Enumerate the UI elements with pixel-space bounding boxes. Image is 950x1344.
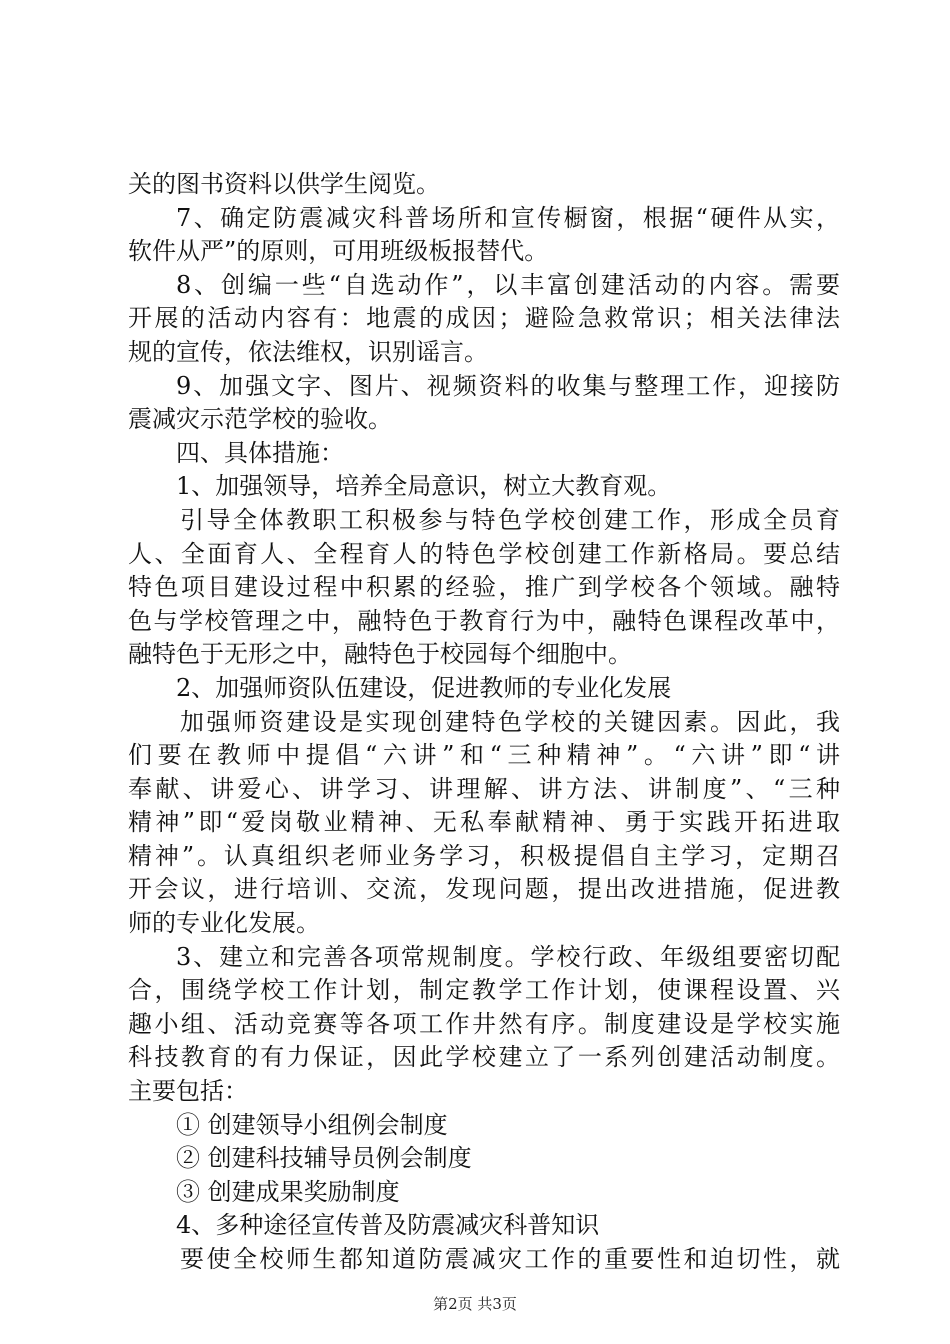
- text-line: 精神”。认真组织老师业务学习，积极提倡自主学习，定期召: [128, 841, 840, 870]
- text-line: 趣小组、活动竞赛等各项工作井然有序。制度建设是学校实施: [128, 1009, 840, 1038]
- text-line: 合，围绕学校工作计划，制定教学工作计划，使课程设置、兴: [128, 976, 840, 1005]
- text-line: 8、创编一些“自选动作”，以丰富创建活动的内容。需要: [176, 270, 840, 299]
- text-line: 3、建立和完善各项常规制度。学校行政、年级组要密切配: [176, 942, 840, 971]
- text-line: 人、全面育人、全程育人的特色学校创建工作新格局。要总结: [128, 539, 840, 568]
- text-line: 特色项目建设过程中积累的经验，推广到学校各个领域。融特: [128, 573, 840, 602]
- text-line: 9、加强文字、图片、视频资料的收集与整理工作，迎接防: [176, 371, 840, 400]
- text-line: 开展的活动内容有：地震的成因；避险急救常识；相关法律法: [128, 304, 840, 333]
- page-number-footer: 第2页 共3页: [433, 1295, 517, 1313]
- text-line: 开会议，进行培训、交流，发现问题，提出改进措施，促进教: [128, 875, 840, 904]
- text-line: 主要包括：: [128, 1077, 248, 1106]
- text-line: 4、多种途径宣传普及防震减灾科普知识: [176, 1211, 600, 1240]
- text-line: 师的专业化发展。: [128, 909, 320, 938]
- text-line: 1、加强领导，培养全局意识，树立大教育观。: [176, 472, 672, 501]
- text-line: 关的图书资料以供学生阅览。: [128, 170, 440, 198]
- text-line: 规的宣传，依法维权，识别谣言。: [128, 337, 488, 366]
- text-line: 引导全体教职工积极参与特色学校创建工作，形成全员育: [180, 505, 840, 534]
- text-line: 精神”即“爱岗敬业精神、无私奉献精神、勇于实践开拓进取: [128, 808, 840, 837]
- text-line: 加强师资建设是实现创建特色学校的关键因素。因此，我: [180, 707, 840, 736]
- list-item: ① 创建领导小组例会制度: [176, 1110, 448, 1139]
- text-line: 要使全校师生都知道防震减灾工作的重要性和迫切性，就: [180, 1245, 840, 1273]
- list-item: ③ 创建成果奖励制度: [176, 1177, 400, 1206]
- text-line: 们要在教师中提倡“六讲”和“三种精神”。“六讲”即“讲: [128, 741, 840, 770]
- list-item: ② 创建科技辅导员例会制度: [176, 1144, 472, 1173]
- section-heading: 四、具体措施：: [176, 438, 344, 467]
- document-body: [128, 168, 840, 1277]
- text-line: 色与学校管理之中，融特色于教育行为中，融特色课程改革中，: [128, 606, 840, 635]
- text-line: 科技教育的有力保证，因此学校建立了一系列创建活动制度。: [128, 1043, 840, 1072]
- text-line: 融特色于无形之中，融特色于校园每个细胞中。: [128, 640, 632, 669]
- text-line: 软件从严”的原则，可用班级板报替代。: [128, 237, 549, 266]
- text-line: 2、加强师资队伍建设，促进教师的专业化发展: [176, 673, 672, 702]
- text-line: 7、确定防震减灾科普场所和宣传橱窗，根据“硬件从实，: [176, 203, 840, 232]
- text-line: 震减灾示范学校的验收。: [128, 405, 392, 434]
- text-line: 奉献、讲爱心、讲学习、讲理解、讲方法、讲制度”、“三种: [128, 774, 840, 803]
